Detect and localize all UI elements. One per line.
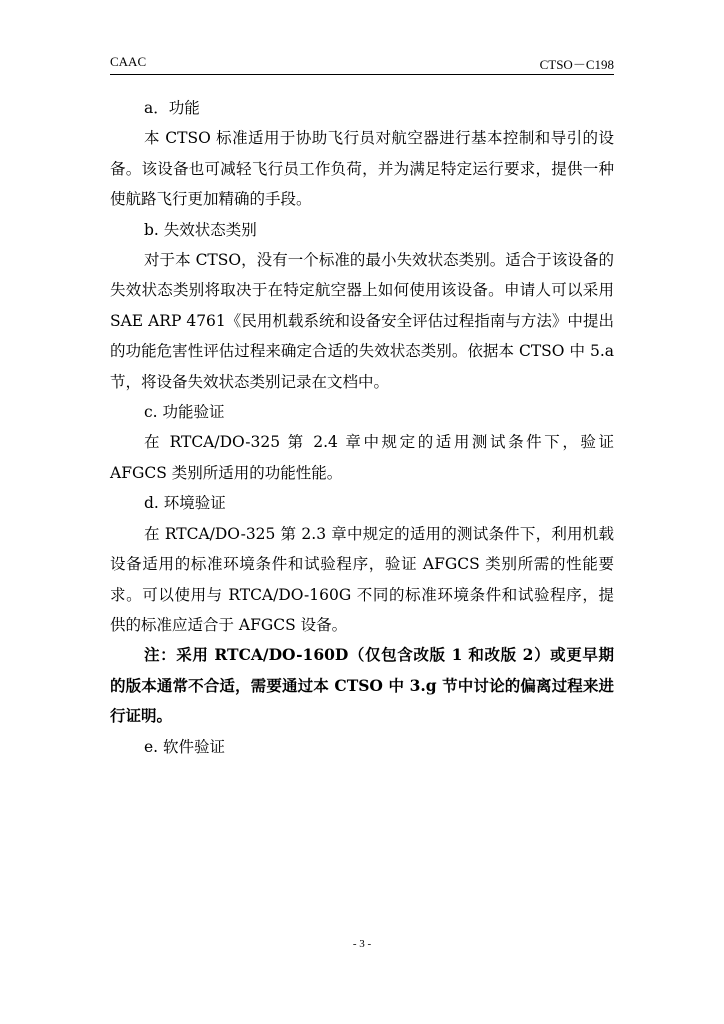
paragraph-environmental-qualification: 在 RTCA/DO-325 第 2.3 章中规定的适用的测试条件下，利用机载设备适用的标准环境条件和试验程序，验证 AFGCS 类别所需的性能要求。可以使用与 RTCA/DO-160G 不同的标准环境条件和试验程序，提供的标准应适合于 AFGCS 设备。 bbox=[110, 524, 614, 634]
paragraph-functional-qualification: 在 RTCA/DO-325 第 2.4 章中规定的适用测试条件下，验证 AFGCS 类别所适用的功能性能。 bbox=[110, 433, 614, 482]
note-environmental-qualification: 注：采用 RTCA/DO-160D（仅包含改版 1 和改版 2）或更早期的版本通常不合适，需要通过本 CTSO 中 3.g 节中讨论的偏离过程来进行证明。 bbox=[110, 645, 614, 726]
paragraph-failure-condition: 对于本 CTSO，没有一个标准的最小失效状态类别。适合于该设备的失效状态类别将取决于在特定航空器上如何使用该设备。申请人可以采用 SAE ARP 4761《民用机载系统和设备安全评估过程指南与方法》中提出的功能危害性评估过程来确定合适的失效状态类别。依据本 CTSO 中 5.a 节，将设备失效状态类别记录在文档中。 bbox=[110, 251, 614, 391]
section-heading-failure-condition: b. 失效状态类别 bbox=[144, 220, 257, 239]
header-document-id: CTSO－C198 bbox=[539, 57, 614, 72]
paragraph-function: 本 CTSO 标准适用于协助飞行员对航空器进行基本控制和导引的设备。该设备也可减轻飞行员工作负荷，并为满足特定运行要求，提供一种使航路飞行更加精确的手段。 bbox=[110, 129, 614, 209]
section-heading-functional-qualification: c. 功能验证 bbox=[144, 403, 225, 422]
header-organization: CAAC bbox=[110, 54, 147, 69]
section-heading-environmental-qualification: d. 环境验证 bbox=[144, 494, 226, 513]
page-header bbox=[110, 52, 614, 75]
page-number: - 3 - bbox=[352, 938, 372, 950]
document-body bbox=[110, 93, 614, 762]
section-heading-function: a．功能 bbox=[144, 99, 200, 117]
section-heading-software-qualification: e. 软件验证 bbox=[144, 737, 226, 756]
